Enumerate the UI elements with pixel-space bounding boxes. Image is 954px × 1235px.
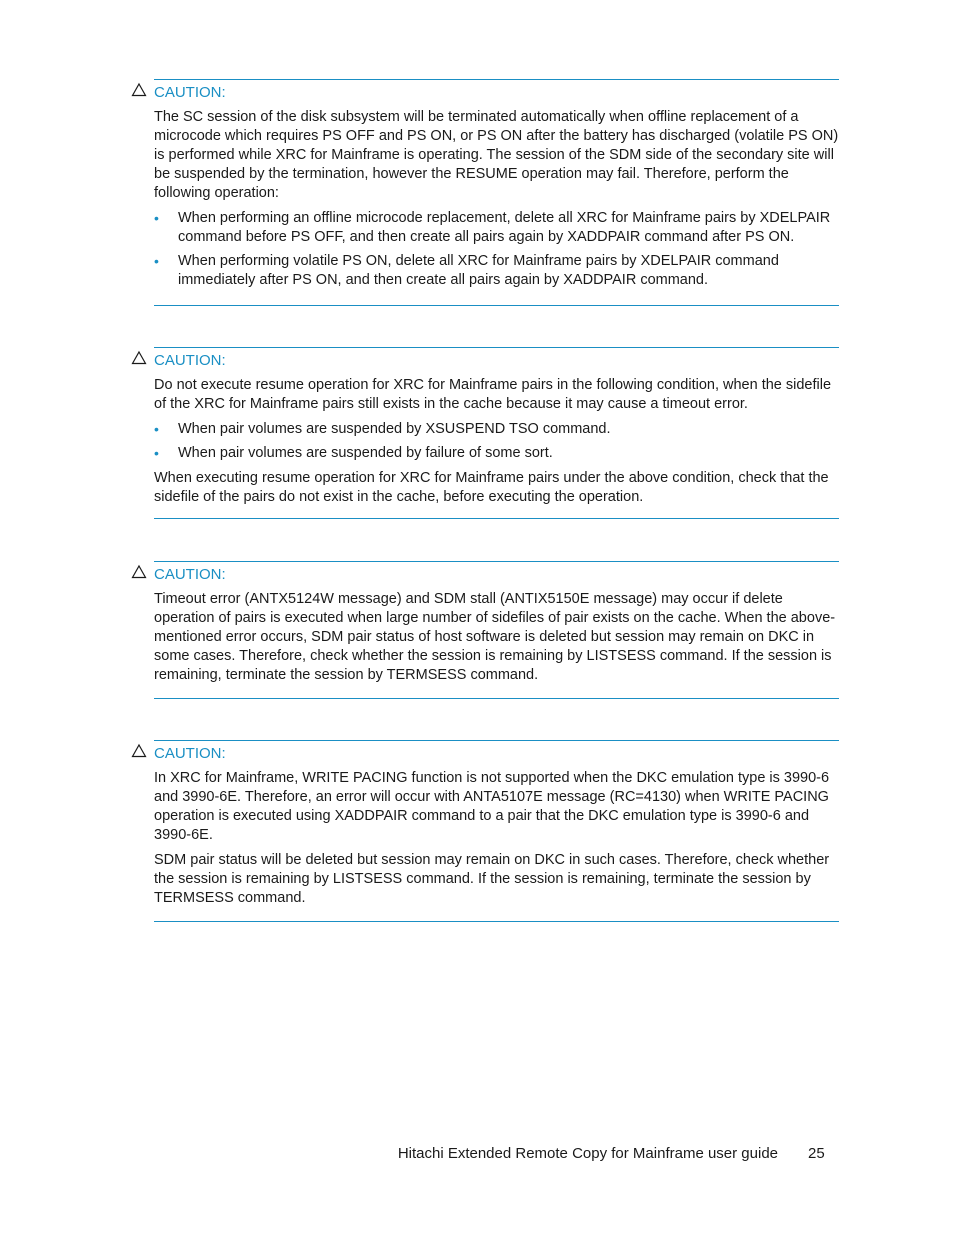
- caution-paragraph: Do not execute resume operation for XRC for Mainframe pairs in the following condition, when the sidefile of the XRC for Mainframe pairs still exists in the cache because it may cause a timeout error.: [154, 377, 832, 412]
- list-item: • When performing an offline microcode replacement, delete all XRC for Mainframe pairs by XDELPAIR command before PS OFF, and then create all pairs again by XADDPAIR command after PS ON.: [154, 210, 831, 245]
- caution-heading: CAUTION:: [154, 352, 226, 369]
- caution-paragraph: The SC session of the disk subsystem will be terminated automatically when offline replacement of a microcode which requires PS OFF and PS ON, or PS ON after the battery has discharged (volatile PS ON) is performed while XRC for Mainframe is operating. The session of the SDM side of the secondary site will be suspended by the termination, however the RESUME operation may fail. Therefore, perform the following operation:: [154, 109, 839, 201]
- caution-bullet-list: [154, 209, 839, 290]
- caution-box-3: [154, 561, 839, 699]
- caution-triangle-icon: [131, 82, 147, 98]
- caution-bullet-list: [154, 420, 839, 463]
- list-item: • When pair volumes are suspended by failure of some sort.: [154, 445, 553, 461]
- bullet-icon: •: [154, 253, 159, 269]
- bullet-icon: •: [154, 210, 159, 226]
- caution-box-2: [154, 347, 839, 519]
- caution-paragraph: Timeout error (ANTX5124W message) and SDM stall (ANTIX5150E message) may occur if delete operation of pairs is executed when large number of sidefiles of pair exists on the cache. When the above-mentioned error occurs, SDM pair status of host software is deleted but session may remain on DKC in some cases. Therefore, check whether the session is remaining by LISTSESS command. If the session is remaining, terminate the session by TERMSESS command.: [154, 591, 836, 683]
- caution-triangle-icon: [131, 743, 147, 759]
- caution-box-1: [154, 79, 839, 306]
- list-item: • When performing volatile PS ON, delete all XRC for Mainframe pairs by XDELPAIR command immediately after PS ON, and then create all pairs again by XADDPAIR command.: [154, 253, 779, 288]
- page-footer: [0, 1144, 954, 1164]
- caution-triangle-icon: [131, 350, 147, 366]
- bullet-icon: •: [154, 421, 159, 437]
- caution-paragraph: SDM pair status will be deleted but session may remain on DKC in such cases. Therefore, check whether the session is remaining by LISTSESS command. If the session is remaining, terminate the session by TERMSESS command.: [154, 852, 830, 906]
- caution-box-4: [154, 740, 839, 922]
- caution-heading: CAUTION:: [154, 566, 226, 583]
- caution-heading: CAUTION:: [154, 745, 226, 762]
- footer-document-title: Hitachi Extended Remote Copy for Mainframe user guide: [397, 1145, 778, 1162]
- caution-paragraph: When executing resume operation for XRC for Mainframe pairs under the above condition, check that the sidefile of the pairs do not exist in the cache, before executing the operation.: [154, 470, 829, 505]
- footer-page-number: 25: [808, 1145, 825, 1162]
- caution-paragraph: In XRC for Mainframe, WRITE PACING function is not supported when the DKC emulation type is 3990-6 and 3990-6E. Therefore, an error will occur with ANTA5107E message (RC=4130) when WRITE PACING operation is executed using XADDPAIR command to a pair that the DKC emulation type is 3990-6 and 3990-6E.: [154, 770, 830, 843]
- caution-triangle-icon: [131, 564, 147, 580]
- bullet-icon: •: [154, 445, 159, 461]
- caution-heading: CAUTION:: [154, 84, 226, 101]
- list-item: • When pair volumes are suspended by XSUSPEND TSO command.: [154, 421, 611, 437]
